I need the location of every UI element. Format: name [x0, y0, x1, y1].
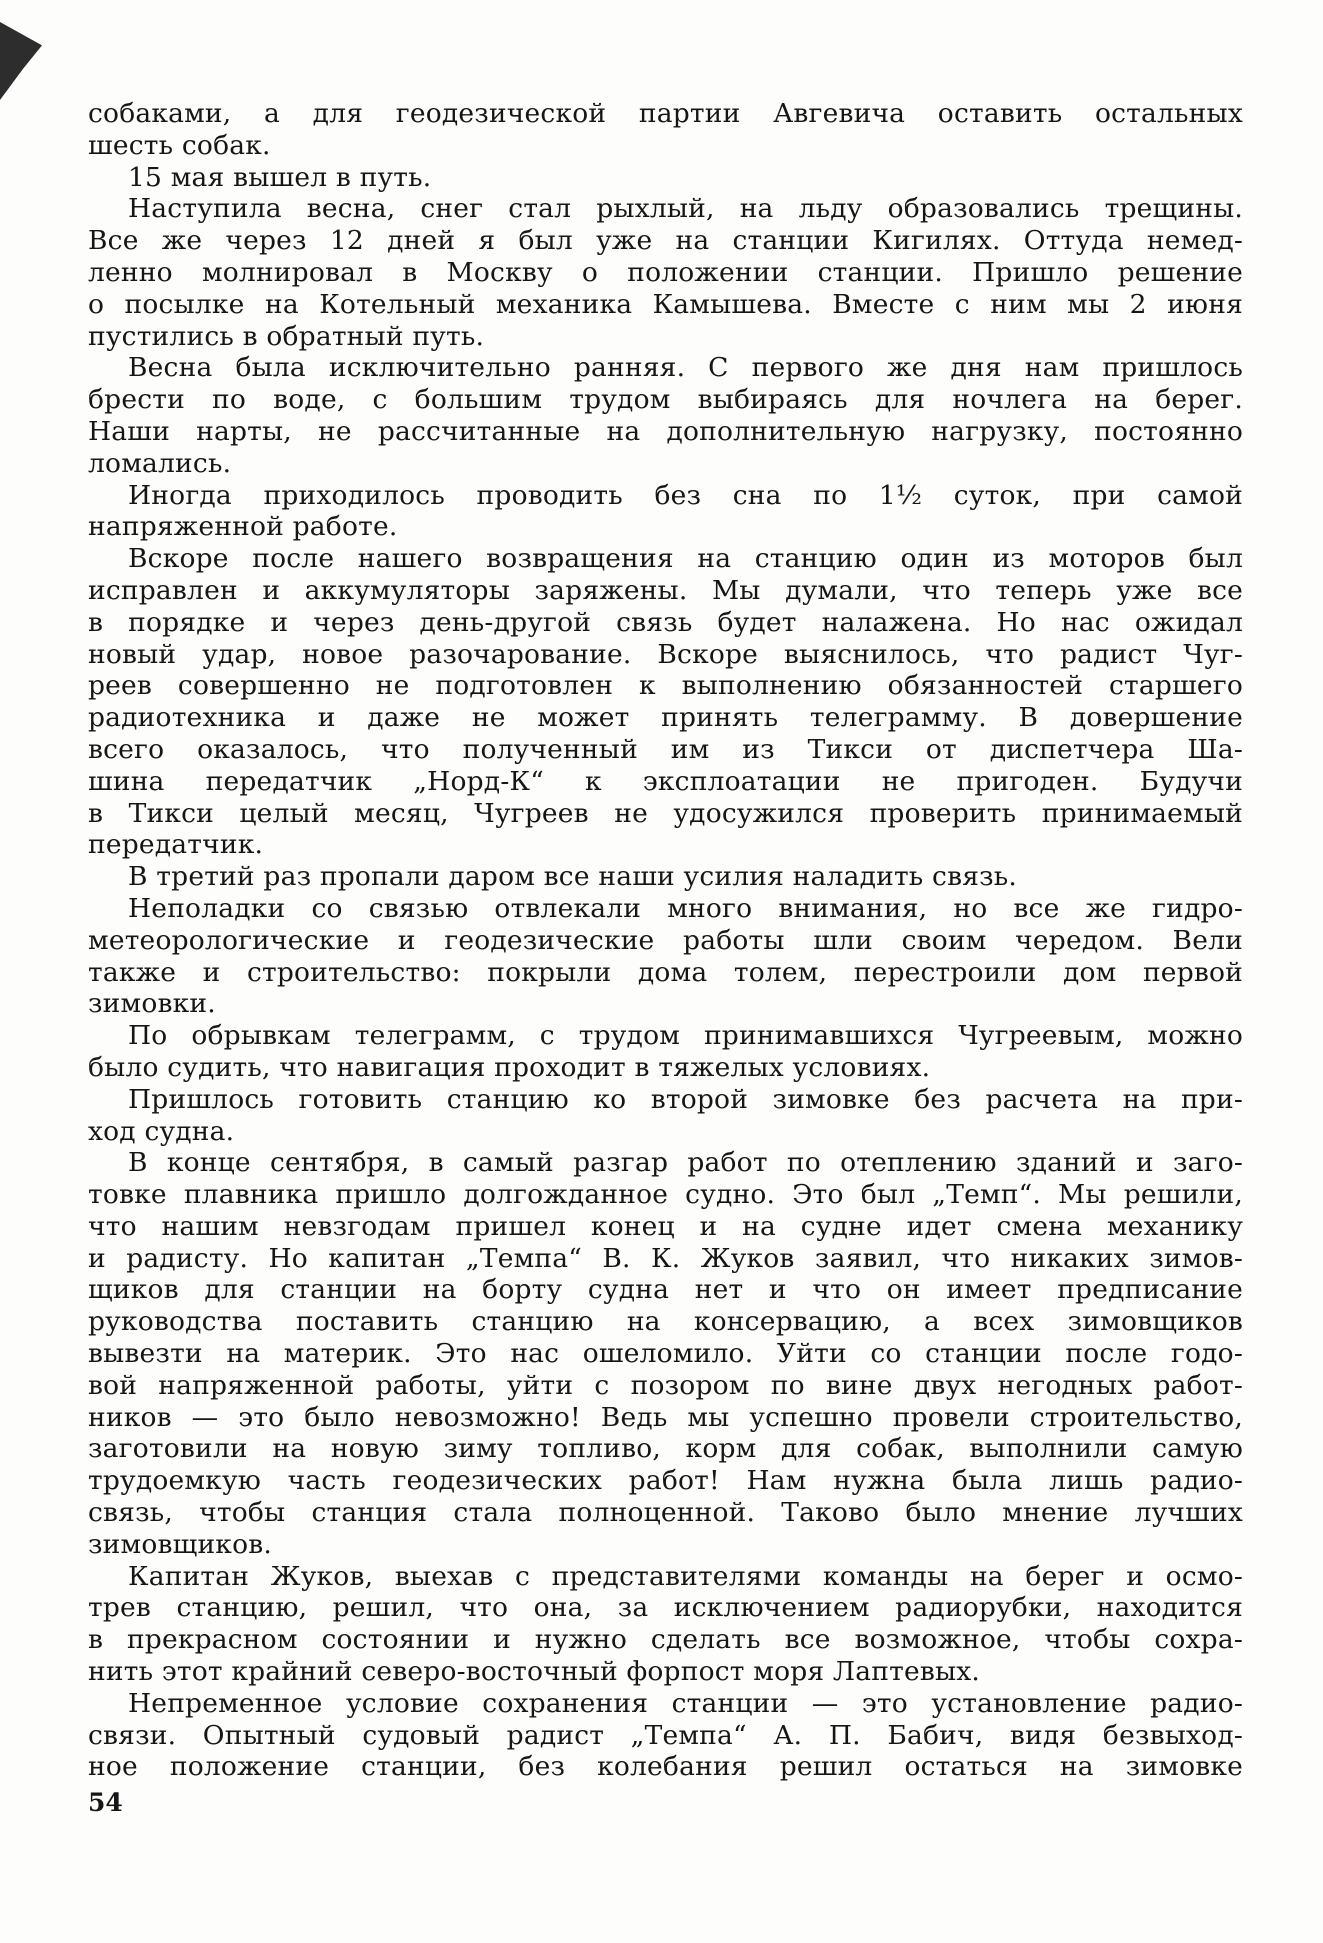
text-line: новый удар, новое разочарование. Вскоре выяснилось, что радист Чуг-: [88, 638, 1243, 670]
text-line: что нашим невзгодам пришел конец и на судне идет смена механику: [88, 1210, 1243, 1242]
text-line: также и строительство: покрыли дома толем, перестроили дом первой: [88, 956, 1243, 988]
text-line: ников — это было невозможно! Ведь мы успешно провели строительство,: [88, 1401, 1243, 1433]
text-line: Все же через 12 дней я был уже на станции Кигилях. Оттуда немед-: [88, 225, 1243, 257]
text-line: ное положение станции, без колебания решил остаться на зимовке: [88, 1751, 1243, 1783]
text-line: В третий раз пропали даром все наши усилия наладить связь.: [128, 861, 1018, 893]
body-text: [88, 98, 1243, 1783]
text-line: связь, чтобы станция стала полноценной. Таково было мнение лучших: [88, 1497, 1243, 1529]
text-line: собаками, а для геодезической партии Авгевича оставить остальных: [88, 98, 1243, 129]
text-line: ломались.: [88, 447, 232, 479]
text-line: В конце сентября, в самый разгар работ по отеплению зданий и заго-: [128, 1147, 1243, 1179]
text-line: щиков для станции на борту судна нет и что он имеет предписание: [88, 1274, 1243, 1306]
text-line: в прекрасном состоянии и нужно сделать все возможное, чтобы сохра-: [88, 1624, 1243, 1656]
text-line: Весна была исключительно ранняя. С первого же дня нам пришлось: [128, 352, 1243, 384]
text-line: Наступила весна, снег стал рыхлый, на льду образовались трещины.: [128, 193, 1243, 225]
text-line: заготовили на новую зиму топливо, корм для собак, выполнили самую: [88, 1433, 1243, 1465]
text-line: ход судна.: [88, 1115, 235, 1147]
text-line: было судить, что навигация проходит в тяжелых условиях.: [88, 1051, 931, 1083]
text-line: Неполадки со связью отвлекали много внимания, но все же гидро-: [128, 892, 1243, 924]
text-line: нить этот крайний северо-восточный форпост моря Лаптевых.: [88, 1656, 981, 1688]
text-line: шесть собак.: [88, 129, 271, 161]
text-line: Иногда приходилось проводить без сна по 1¹⁄₂ суток, при самой: [128, 479, 1243, 511]
text-line: ленно молнировал в Москву о положении станции. Пришло решение: [88, 256, 1243, 288]
text-line: По обрывкам телеграмм, с трудом принимавшихся Чугреевым, можно: [128, 1020, 1243, 1052]
text-line: Наши нарты, не рассчитанные на дополнительную нагрузку, постоянно: [88, 415, 1243, 447]
text-line: передатчик.: [88, 829, 264, 861]
text-line: реев совершенно не подготовлен к выполнению обязанностей старшего: [88, 670, 1243, 702]
text-line: пустились в обратный путь.: [88, 320, 485, 352]
text-line: 15 мая вышел в путь.: [128, 161, 432, 193]
text-line: радиотехника и даже не может принять телеграмму. В довершение: [88, 702, 1243, 734]
text-line: брести по воде, с большим трудом выбираясь для ночлега на берег.: [88, 384, 1243, 416]
text-line: вой напряженной работы, уйти с позором по вине двух негодных работ-: [88, 1369, 1243, 1401]
text-line: трудоемкую часть геодезических работ! Нам нужна была лишь радио-: [88, 1465, 1243, 1497]
text-line: исправлен и аккумуляторы заряжены. Мы думали, что теперь уже все: [88, 574, 1243, 606]
text-line: зимовки.: [88, 988, 216, 1020]
text-line: метеорологические и геодезические работы шли своим чередом. Вели: [88, 924, 1243, 956]
text-line: Вскоре после нашего возвращения на станцию один из моторов был: [128, 543, 1243, 575]
text-line: всего оказалось, что полученный им из Тикси от диспетчера Ша-: [88, 733, 1243, 765]
text-line: напряженной работе.: [88, 511, 398, 543]
text-line: вывезти на материк. Это нас ошеломило. Уйти со станции после годо-: [88, 1338, 1243, 1370]
text-line: товке плавника пришло долгожданное судно. Это был „Темп“. Мы решили,: [88, 1179, 1243, 1211]
text-line: о посылке на Котельный механика Камышева. Вместе с ним мы 2 июня: [88, 288, 1243, 320]
text-line: руководства поставить станцию на консервацию, а всех зимовщиков: [88, 1306, 1243, 1338]
text-line: и радисту. Но капитан „Темпа“ В. К. Жуков заявил, что никаких зимов-: [88, 1242, 1243, 1274]
text-line: зимовщиков.: [88, 1528, 272, 1560]
text-line: трев станцию, решил, что она, за исключением радиорубки, находится: [88, 1592, 1243, 1624]
text-line: в порядке и через день-другой связь будет налажена. Но нас ожидал: [88, 606, 1243, 638]
page-number: 54: [88, 1788, 123, 1817]
text-line: в Тикси целый месяц, Чугреев не удосужился проверить принимаемый: [88, 797, 1243, 829]
scan-artifact: [0, 22, 42, 100]
text-line: Пришлось готовить станцию ко второй зимовке без расчета на при-: [128, 1083, 1243, 1115]
text-line: Непременное условие сохранения станции — это установление радио-: [128, 1687, 1243, 1719]
text-line: шина передатчик „Норд-К“ к эксплоатации не пригоден. Будучи: [88, 765, 1243, 797]
text-line: Капитан Жуков, выехав с представителями команды на берег и осмо-: [128, 1560, 1243, 1592]
text-line: связи. Опытный судовый радист „Темпа“ А. П. Бабич, видя безвыход-: [88, 1719, 1243, 1751]
